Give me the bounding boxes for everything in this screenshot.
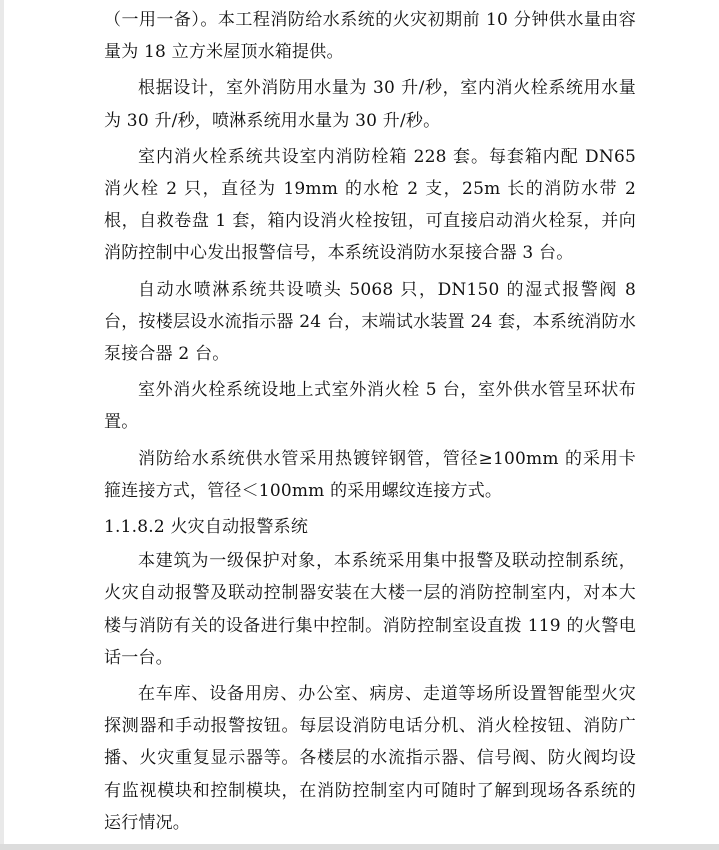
paragraph-fire-alarm-overview: 本建筑为一级保护对象，本系统采用集中报警及联动控制系统，火灾自动报警及联动控制器安装在大楼一层的消防控制室内，对本大楼与消防有关的设备进行集中控制。消防控制室设直拨 119 的火警电话一台。	[104, 551, 636, 668]
paragraph-fire-detectors: 在车库、设备用房、办公室、病房、走道等场所设置智能型火灾探测器和手动报警按钮。每层设消防电话分机、消火栓按钮、消防广播、火灾重复显示器等。各楼层的水流指示器、信号阀、防火阀均设有监视模块和控制模块，在消防控制室内可随时了解到现场各系统的运行情况。	[104, 684, 636, 833]
paragraph-pipe-material: 消防给水系统供水管采用热镀锌钢管，管径≥100mm 的采用卡箍连接方式，管径＜100mm 的采用螺纹连接方式。	[104, 448, 636, 501]
paragraph-continuation: （一用一备）。本工程消防给水系统的火灾初期前 10 分钟供水量由容量为 18 立方米屋顶水箱提供。	[104, 10, 636, 63]
page-left-edge	[0, 0, 4, 850]
document-body	[104, 4, 636, 843]
paragraph-outdoor-hydrant: 室外消火栓系统设地上式室外消火栓 5 台，室外供水管呈环状布置。	[104, 380, 636, 433]
paragraph-sprinkler: 自动水喷淋系统共设喷头 5068 只，DN150 的湿式报警阀 8 台，按楼层设水流指示器 24 台，末端试水装置 24 套，本系统消防水泵接合器 2 台。	[104, 279, 636, 365]
page-bottom-edge	[0, 844, 719, 850]
paragraph-water-demand: 根据设计，室外消防用水量为 30 升/秒，室内消火栓系统用水量为 30 升/秒，喷淋系统用水量为 30 升/秒。	[104, 78, 636, 131]
paragraph-indoor-hydrant: 室内消火栓系统共设室内消防栓箱 228 套。每套箱内配 DN65 消火栓 2 只，直径为 19mm 的水枪 2 支，25m 长的消防水带 2 根，自救卷盘 1 套，箱内设消火栓按钮，可直接启动消火栓泵，并向消防控制中心发出报警信号，本系统设消防水泵接合器 3 台。	[104, 146, 636, 264]
section-heading: 1.1.8.2 火灾自动报警系统	[104, 517, 309, 538]
